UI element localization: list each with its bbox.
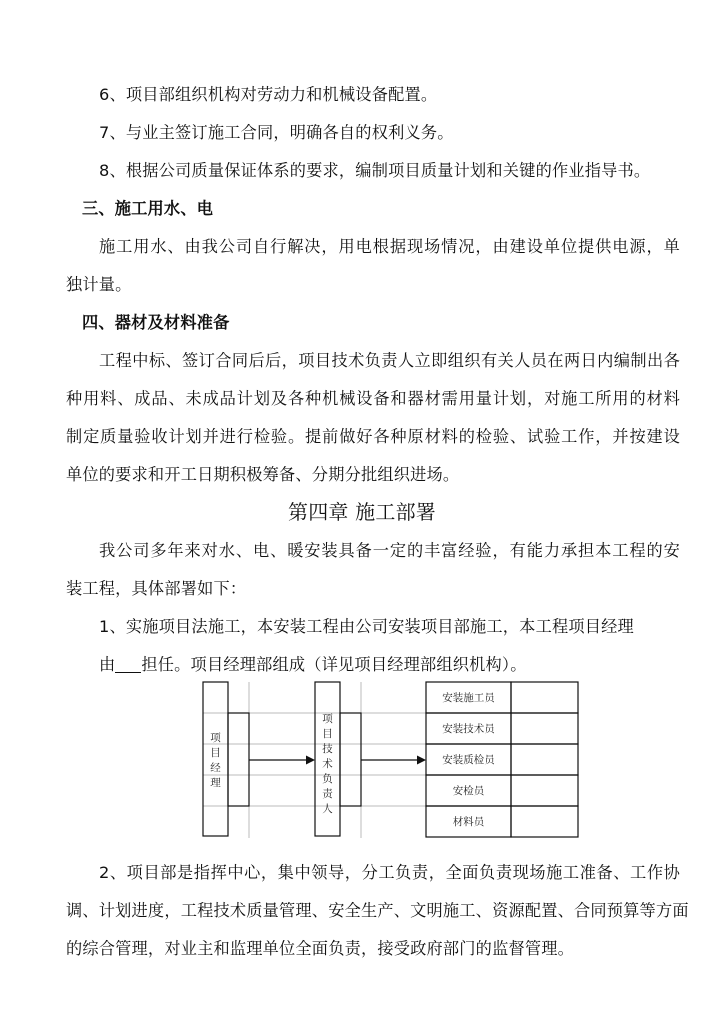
heading-text: 四、器材及材料准备: [82, 313, 230, 332]
text-line: 担任。项目经理部组成（详见项目经理部组织机构）。: [141, 655, 527, 674]
paragraph-2-line2: [0, 900, 724, 922]
text-line: 由: [99, 655, 116, 674]
text-line: 独计量。: [66, 275, 132, 294]
text-line: 调、计划进度，工程技术质量管理、安全生产、文明施工、资源配置、合同预算等方面: [66, 901, 689, 920]
role-value-box: [511, 744, 578, 775]
role-label: 安装质检员: [442, 754, 495, 766]
role-label: 安装施工员: [442, 692, 495, 704]
tech-lead-char: 技: [322, 743, 333, 755]
manager-char: 项: [210, 732, 221, 744]
text-line: 工程中标、签订合同后后，项目技术负责人立即组织有关人员在两日内编制出各: [99, 351, 680, 370]
paragraph-2-line1: [0, 862, 724, 884]
text-line: 我公司多年来对水、电、暖安装具备一定的丰富经验，有能力承担本工程的安: [99, 541, 680, 560]
tech-lead-char: 人: [322, 803, 333, 815]
manager-char: 经: [210, 762, 221, 774]
text-line: 单位的要求和开工日期积极筹备、分期分批组织进场。: [66, 465, 460, 484]
text-line: 7、与业主签订施工合同，明确各自的权利义务。: [99, 123, 454, 142]
text-line: 6、项目部组织机构对劳动力和机械设备配置。: [99, 85, 438, 104]
manager-connector-box: [228, 713, 249, 806]
text-line: 种用料、成品、未成品计划及各种机械设备和器材需用量计划，对施工所用的材料: [66, 389, 680, 408]
role-label: 材料员: [452, 816, 485, 828]
org-chart-arrows: [249, 756, 426, 765]
role-value-box: [511, 713, 578, 744]
text-line: 8、根据公司质量保证体系的要求，编制项目质量计划和关键的作业指导书。: [99, 161, 651, 180]
manager-box: [203, 682, 228, 836]
arrow-head: [417, 756, 426, 765]
tech-lead-char: 责: [322, 788, 333, 800]
tech-lead-connector-box: [340, 713, 361, 806]
manager-char: 目: [210, 747, 221, 759]
text-line: 施工用水、由我公司自行解决，用电根据现场情况，由建设单位提供电源，单: [99, 237, 680, 256]
arrow-head: [306, 756, 315, 765]
tech-lead-char: 项: [322, 713, 333, 725]
tech-lead-char: 目: [322, 728, 333, 740]
tech-lead-char: 术: [322, 758, 333, 770]
text-line: 1、实施项目法施工，本安装工程由公司安装项目部施工，本工程项目经理: [99, 617, 634, 636]
text-line: 的综合管理，对业主和监理单位全面负责，接受政府部门的监督管理。: [66, 939, 575, 958]
role-value-box: [511, 806, 578, 837]
chapter-title-text: 第四章 施工部署: [288, 500, 436, 524]
text-line: 装工程，具体部署如下：: [66, 579, 247, 598]
heading-text: 三、施工用水、电: [82, 199, 214, 218]
role-value-box: [511, 775, 578, 806]
role-value-box: [511, 682, 578, 713]
text-line: 2、项目部是指挥中心，集中领导，分工负责，全面负责现场施工准备、工作协: [99, 863, 680, 882]
paragraph-2-line3: [0, 938, 724, 960]
role-label: 安检员: [452, 785, 485, 797]
tech-lead-char: 负: [322, 773, 333, 785]
role-label: 安装技术员: [442, 723, 495, 735]
text-line: 制定质量验收计划并进行检验。提前做好各种原材料的检验、试验工作，并按建设: [66, 427, 680, 446]
manager-char: 理: [210, 777, 221, 789]
